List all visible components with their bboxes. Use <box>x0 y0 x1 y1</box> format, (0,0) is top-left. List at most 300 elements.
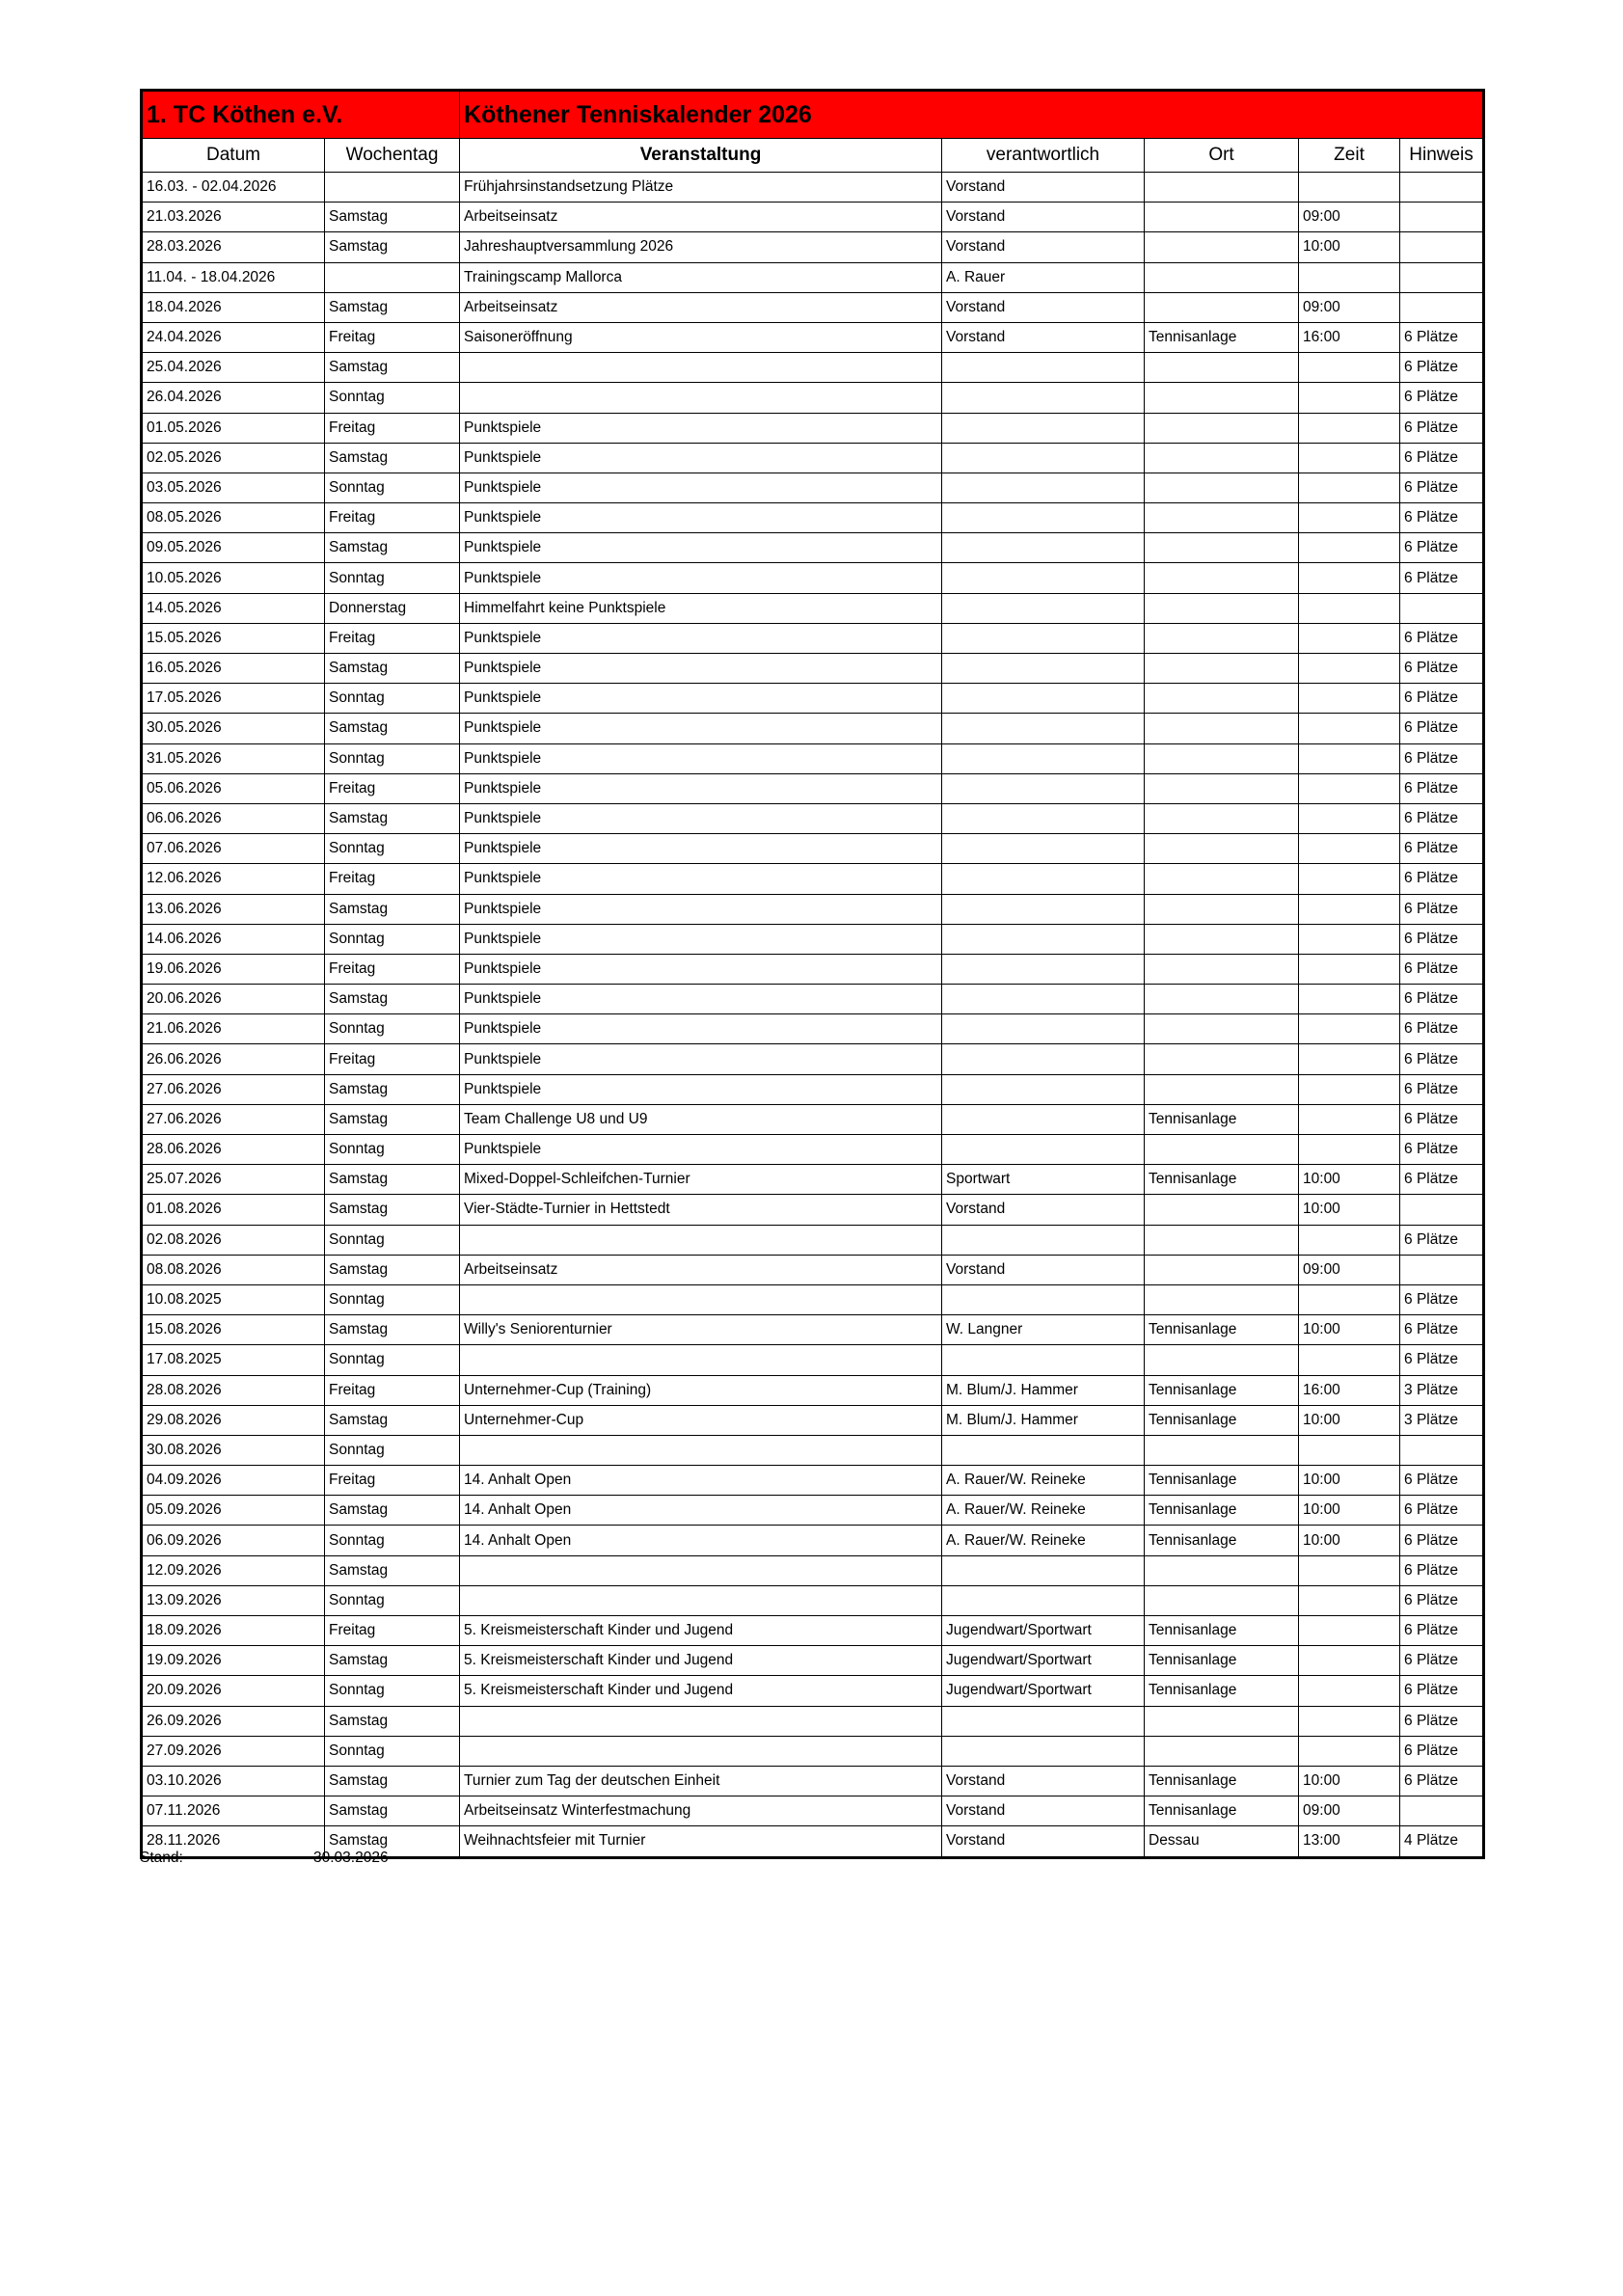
cell-datum: 30.08.2026 <box>142 1435 325 1465</box>
cell-hinweis: 6 Plätze <box>1400 1706 1484 1736</box>
cell-datum: 19.06.2026 <box>142 954 325 984</box>
cell-ort <box>1145 985 1299 1014</box>
cell-veranstaltung: Punktspiele <box>460 503 942 533</box>
cell-zeit <box>1299 1044 1400 1074</box>
calendar-body <box>142 91 1484 1858</box>
cell-datum: 21.03.2026 <box>142 203 325 232</box>
table-row <box>142 203 1484 232</box>
cell-datum: 21.06.2026 <box>142 1014 325 1044</box>
cell-datum: 26.06.2026 <box>142 1044 325 1074</box>
cell-veranstaltung <box>460 1435 942 1465</box>
cell-ort <box>1145 803 1299 833</box>
cell-veranstaltung: 14. Anhalt Open <box>460 1526 942 1555</box>
cell-verantwortlich <box>942 563 1145 593</box>
cell-wochentag: Sonntag <box>325 684 460 714</box>
calendar-sheet <box>140 89 1482 1859</box>
table-row <box>142 773 1484 803</box>
cell-hinweis: 4 Plätze <box>1400 1826 1484 1857</box>
cell-hinweis <box>1400 262 1484 292</box>
cell-wochentag: Sonntag <box>325 1736 460 1766</box>
cell-datum: 28.03.2026 <box>142 232 325 262</box>
column-header-hinweis: Hinweis <box>1400 139 1484 173</box>
table-row <box>142 322 1484 352</box>
cell-zeit <box>1299 1555 1400 1585</box>
cell-wochentag: Samstag <box>325 1496 460 1526</box>
cell-hinweis: 6 Plätze <box>1400 985 1484 1014</box>
cell-wochentag: Sonntag <box>325 1526 460 1555</box>
cell-verantwortlich <box>942 1345 1145 1375</box>
column-header-verantwortlich: verantwortlich <box>942 139 1145 173</box>
table-row <box>142 563 1484 593</box>
document-title: Köthener Tenniskalender 2026 <box>460 91 1484 139</box>
cell-veranstaltung: 5. Kreismeisterschaft Kinder und Jugend <box>460 1646 942 1676</box>
cell-datum: 30.05.2026 <box>142 714 325 743</box>
cell-zeit <box>1299 1284 1400 1314</box>
cell-datum: 31.05.2026 <box>142 743 325 773</box>
cell-zeit <box>1299 773 1400 803</box>
cell-datum: 06.06.2026 <box>142 803 325 833</box>
tennis-calendar-table <box>140 89 1485 1859</box>
cell-ort: Tennisanlage <box>1145 322 1299 352</box>
cell-datum: 17.05.2026 <box>142 684 325 714</box>
cell-datum: 20.09.2026 <box>142 1676 325 1706</box>
cell-wochentag: Sonntag <box>325 383 460 413</box>
cell-wochentag: Samstag <box>325 1706 460 1736</box>
cell-ort: Tennisanlage <box>1145 1616 1299 1646</box>
cell-zeit <box>1299 1706 1400 1736</box>
table-row <box>142 684 1484 714</box>
cell-zeit <box>1299 714 1400 743</box>
cell-zeit <box>1299 1736 1400 1766</box>
cell-datum: 28.11.2026 <box>142 1826 325 1857</box>
cell-wochentag: Sonntag <box>325 924 460 954</box>
cell-datum: 27.06.2026 <box>142 1074 325 1104</box>
cell-wochentag: Samstag <box>325 292 460 322</box>
cell-wochentag: Samstag <box>325 654 460 684</box>
cell-ort <box>1145 1345 1299 1375</box>
table-row <box>142 1195 1484 1225</box>
cell-veranstaltung: Punktspiele <box>460 803 942 833</box>
table-row <box>142 1135 1484 1165</box>
cell-wochentag: Freitag <box>325 864 460 894</box>
cell-veranstaltung: Punktspiele <box>460 864 942 894</box>
cell-zeit <box>1299 503 1400 533</box>
cell-zeit: 10:00 <box>1299 1315 1400 1345</box>
cell-ort: Tennisanlage <box>1145 1676 1299 1706</box>
table-row <box>142 1555 1484 1585</box>
cell-hinweis <box>1400 203 1484 232</box>
cell-wochentag: Sonntag <box>325 563 460 593</box>
cell-hinweis: 6 Plätze <box>1400 1165 1484 1195</box>
cell-ort <box>1145 473 1299 502</box>
cell-wochentag: Freitag <box>325 1044 460 1074</box>
cell-hinweis: 6 Plätze <box>1400 473 1484 502</box>
cell-wochentag: Samstag <box>325 1555 460 1585</box>
cell-hinweis <box>1400 593 1484 623</box>
cell-ort <box>1145 533 1299 563</box>
cell-ort <box>1145 743 1299 773</box>
table-row <box>142 1405 1484 1435</box>
table-row <box>142 954 1484 984</box>
cell-verantwortlich: Vorstand <box>942 173 1145 203</box>
cell-datum: 18.09.2026 <box>142 1616 325 1646</box>
cell-zeit <box>1299 743 1400 773</box>
cell-veranstaltung: Punktspiele <box>460 684 942 714</box>
cell-ort: Dessau <box>1145 1826 1299 1857</box>
cell-wochentag: Samstag <box>325 1255 460 1284</box>
cell-veranstaltung: Trainingscamp Mallorca <box>460 262 942 292</box>
cell-wochentag: Samstag <box>325 1315 460 1345</box>
cell-wochentag: Sonntag <box>325 1435 460 1465</box>
cell-veranstaltung: 14. Anhalt Open <box>460 1466 942 1496</box>
cell-verantwortlich: Vorstand <box>942 1255 1145 1284</box>
cell-datum: 16.05.2026 <box>142 654 325 684</box>
stand-value: 30.03.2026 <box>313 1850 389 1866</box>
cell-veranstaltung: Punktspiele <box>460 443 942 473</box>
cell-hinweis: 6 Plätze <box>1400 924 1484 954</box>
cell-ort: Tennisanlage <box>1145 1766 1299 1796</box>
cell-ort <box>1145 864 1299 894</box>
cell-wochentag: Sonntag <box>325 1676 460 1706</box>
cell-zeit <box>1299 173 1400 203</box>
cell-hinweis <box>1400 292 1484 322</box>
cell-zeit: 13:00 <box>1299 1826 1400 1857</box>
club-name: 1. TC Köthen e.V. <box>142 91 460 139</box>
cell-zeit <box>1299 1345 1400 1375</box>
cell-hinweis: 6 Plätze <box>1400 623 1484 653</box>
table-row <box>142 593 1484 623</box>
cell-verantwortlich <box>942 1014 1145 1044</box>
cell-hinweis: 6 Plätze <box>1400 1014 1484 1044</box>
cell-wochentag: Freitag <box>325 413 460 443</box>
table-row <box>142 1375 1484 1405</box>
cell-wochentag: Samstag <box>325 1405 460 1435</box>
cell-ort <box>1145 1074 1299 1104</box>
table-row <box>142 353 1484 383</box>
cell-datum: 28.08.2026 <box>142 1375 325 1405</box>
cell-datum: 14.05.2026 <box>142 593 325 623</box>
cell-hinweis: 6 Plätze <box>1400 1104 1484 1134</box>
cell-zeit <box>1299 684 1400 714</box>
table-row <box>142 1345 1484 1375</box>
cell-verantwortlich <box>942 924 1145 954</box>
cell-veranstaltung: Punktspiele <box>460 985 942 1014</box>
cell-veranstaltung: Punktspiele <box>460 954 942 984</box>
table-row <box>142 383 1484 413</box>
cell-zeit <box>1299 1225 1400 1255</box>
cell-zeit: 09:00 <box>1299 292 1400 322</box>
cell-datum: 26.04.2026 <box>142 383 325 413</box>
cell-veranstaltung: Punktspiele <box>460 834 942 864</box>
cell-hinweis: 6 Plätze <box>1400 894 1484 924</box>
cell-ort <box>1145 654 1299 684</box>
cell-veranstaltung: Arbeitseinsatz <box>460 292 942 322</box>
cell-hinweis: 6 Plätze <box>1400 1555 1484 1585</box>
cell-wochentag: Freitag <box>325 322 460 352</box>
cell-zeit <box>1299 864 1400 894</box>
cell-datum: 25.04.2026 <box>142 353 325 383</box>
cell-wochentag: Freitag <box>325 623 460 653</box>
cell-wochentag: Sonntag <box>325 1014 460 1044</box>
cell-veranstaltung: Saisoneröffnung <box>460 322 942 352</box>
cell-wochentag: Samstag <box>325 1165 460 1195</box>
table-row <box>142 1435 1484 1465</box>
cell-hinweis: 6 Plätze <box>1400 1225 1484 1255</box>
cell-hinweis: 6 Plätze <box>1400 322 1484 352</box>
cell-hinweis: 6 Plätze <box>1400 1496 1484 1526</box>
cell-wochentag: Samstag <box>325 1195 460 1225</box>
cell-hinweis: 6 Plätze <box>1400 563 1484 593</box>
cell-ort <box>1145 1255 1299 1284</box>
cell-zeit <box>1299 353 1400 383</box>
cell-veranstaltung: Unternehmer-Cup (Training) <box>460 1375 942 1405</box>
cell-datum: 10.05.2026 <box>142 563 325 593</box>
cell-datum: 16.03. - 02.04.2026 <box>142 173 325 203</box>
table-row <box>142 1165 1484 1195</box>
table-row <box>142 443 1484 473</box>
cell-ort <box>1145 894 1299 924</box>
cell-wochentag: Samstag <box>325 533 460 563</box>
cell-verantwortlich <box>942 473 1145 502</box>
cell-verantwortlich: Jugendwart/Sportwart <box>942 1676 1145 1706</box>
cell-veranstaltung: Himmelfahrt keine Punktspiele <box>460 593 942 623</box>
cell-hinweis: 6 Plätze <box>1400 1284 1484 1314</box>
cell-ort <box>1145 232 1299 262</box>
cell-veranstaltung: 5. Kreismeisterschaft Kinder und Jugend <box>460 1676 942 1706</box>
cell-zeit <box>1299 1585 1400 1615</box>
cell-verantwortlich: Vorstand <box>942 1796 1145 1826</box>
cell-ort: Tennisanlage <box>1145 1104 1299 1134</box>
cell-verantwortlich: Vorstand <box>942 1766 1145 1796</box>
cell-ort <box>1145 353 1299 383</box>
table-row <box>142 864 1484 894</box>
cell-wochentag: Sonntag <box>325 1345 460 1375</box>
table-row <box>142 894 1484 924</box>
cell-ort <box>1145 1195 1299 1225</box>
table-row <box>142 473 1484 502</box>
cell-ort <box>1145 623 1299 653</box>
table-row <box>142 1496 1484 1526</box>
column-header-veranstaltung: Veranstaltung <box>460 139 942 173</box>
cell-hinweis: 6 Plätze <box>1400 1766 1484 1796</box>
cell-zeit <box>1299 954 1400 984</box>
cell-hinweis: 3 Plätze <box>1400 1375 1484 1405</box>
cell-ort <box>1145 443 1299 473</box>
cell-wochentag: Sonntag <box>325 834 460 864</box>
cell-datum: 12.06.2026 <box>142 864 325 894</box>
cell-veranstaltung: Vier-Städte-Turnier in Hettstedt <box>460 1195 942 1225</box>
cell-zeit <box>1299 533 1400 563</box>
cell-hinweis <box>1400 232 1484 262</box>
cell-ort <box>1145 773 1299 803</box>
cell-veranstaltung: Punktspiele <box>460 714 942 743</box>
cell-veranstaltung: Punktspiele <box>460 1044 942 1074</box>
cell-ort <box>1145 1225 1299 1255</box>
cell-veranstaltung <box>460 1706 942 1736</box>
cell-datum: 11.04. - 18.04.2026 <box>142 262 325 292</box>
cell-veranstaltung: Punktspiele <box>460 563 942 593</box>
cell-veranstaltung: Punktspiele <box>460 473 942 502</box>
table-row <box>142 533 1484 563</box>
cell-ort <box>1145 1014 1299 1044</box>
cell-hinweis: 6 Plätze <box>1400 773 1484 803</box>
cell-verantwortlich <box>942 1284 1145 1314</box>
cell-zeit <box>1299 593 1400 623</box>
cell-verantwortlich <box>942 383 1145 413</box>
cell-wochentag: Samstag <box>325 443 460 473</box>
cell-datum: 02.05.2026 <box>142 443 325 473</box>
cell-wochentag: Samstag <box>325 1646 460 1676</box>
column-header-row <box>142 139 1484 173</box>
cell-zeit: 09:00 <box>1299 203 1400 232</box>
cell-wochentag: Freitag <box>325 1616 460 1646</box>
cell-wochentag: Samstag <box>325 803 460 833</box>
cell-datum: 01.08.2026 <box>142 1195 325 1225</box>
cell-veranstaltung: Punktspiele <box>460 924 942 954</box>
cell-verantwortlich: Vorstand <box>942 322 1145 352</box>
cell-zeit: 09:00 <box>1299 1796 1400 1826</box>
cell-zeit <box>1299 623 1400 653</box>
cell-hinweis <box>1400 1255 1484 1284</box>
cell-ort <box>1145 203 1299 232</box>
cell-zeit <box>1299 473 1400 502</box>
cell-ort <box>1145 1284 1299 1314</box>
cell-verantwortlich <box>942 1225 1145 1255</box>
cell-ort <box>1145 173 1299 203</box>
cell-zeit: 10:00 <box>1299 1526 1400 1555</box>
cell-ort <box>1145 834 1299 864</box>
cell-hinweis: 6 Plätze <box>1400 1526 1484 1555</box>
cell-ort: Tennisanlage <box>1145 1315 1299 1345</box>
cell-ort <box>1145 1706 1299 1736</box>
cell-datum: 13.06.2026 <box>142 894 325 924</box>
cell-veranstaltung: Unternehmer-Cup <box>460 1405 942 1435</box>
cell-datum: 09.05.2026 <box>142 533 325 563</box>
cell-datum: 28.06.2026 <box>142 1135 325 1165</box>
cell-zeit <box>1299 563 1400 593</box>
title-band-row <box>142 91 1484 139</box>
cell-wochentag <box>325 173 460 203</box>
cell-veranstaltung: Team Challenge U8 und U9 <box>460 1104 942 1134</box>
cell-hinweis: 6 Plätze <box>1400 714 1484 743</box>
table-row <box>142 1796 1484 1826</box>
cell-verantwortlich: Vorstand <box>942 292 1145 322</box>
cell-datum: 19.09.2026 <box>142 1646 325 1676</box>
table-row <box>142 1466 1484 1496</box>
cell-verantwortlich <box>942 894 1145 924</box>
cell-veranstaltung: Jahreshauptversammlung 2026 <box>460 232 942 262</box>
cell-datum: 05.09.2026 <box>142 1496 325 1526</box>
cell-veranstaltung <box>460 383 942 413</box>
cell-verantwortlich <box>942 1135 1145 1165</box>
table-row <box>142 1646 1484 1676</box>
cell-verantwortlich <box>942 803 1145 833</box>
cell-zeit: 10:00 <box>1299 1466 1400 1496</box>
cell-zeit <box>1299 443 1400 473</box>
cell-verantwortlich <box>942 623 1145 653</box>
cell-veranstaltung: Arbeitseinsatz <box>460 203 942 232</box>
cell-ort <box>1145 563 1299 593</box>
cell-verantwortlich <box>942 413 1145 443</box>
cell-wochentag: Donnerstag <box>325 593 460 623</box>
table-row <box>142 1616 1484 1646</box>
cell-zeit: 10:00 <box>1299 1496 1400 1526</box>
cell-verantwortlich <box>942 1585 1145 1615</box>
table-row <box>142 1315 1484 1345</box>
cell-hinweis: 6 Plätze <box>1400 803 1484 833</box>
cell-hinweis: 6 Plätze <box>1400 443 1484 473</box>
cell-zeit <box>1299 383 1400 413</box>
cell-zeit: 10:00 <box>1299 232 1400 262</box>
cell-ort <box>1145 924 1299 954</box>
cell-ort: Tennisanlage <box>1145 1796 1299 1826</box>
table-row <box>142 623 1484 653</box>
cell-ort <box>1145 383 1299 413</box>
cell-veranstaltung: Mixed-Doppel-Schleifchen-Turnier <box>460 1165 942 1195</box>
cell-ort <box>1145 262 1299 292</box>
cell-veranstaltung: Frühjahrsinstandsetzung Plätze <box>460 173 942 203</box>
table-row <box>142 1284 1484 1314</box>
cell-datum: 13.09.2026 <box>142 1585 325 1615</box>
cell-wochentag: Samstag <box>325 1766 460 1796</box>
cell-verantwortlich <box>942 834 1145 864</box>
cell-veranstaltung <box>460 1284 942 1314</box>
cell-datum: 26.09.2026 <box>142 1706 325 1736</box>
cell-datum: 25.07.2026 <box>142 1165 325 1195</box>
column-header-zeit: Zeit <box>1299 139 1400 173</box>
cell-verantwortlich: A. Rauer/W. Reineke <box>942 1526 1145 1555</box>
table-row <box>142 413 1484 443</box>
cell-ort: Tennisanlage <box>1145 1466 1299 1496</box>
cell-datum: 05.06.2026 <box>142 773 325 803</box>
cell-veranstaltung: Weihnachtsfeier mit Turnier <box>460 1826 942 1857</box>
cell-wochentag: Freitag <box>325 1375 460 1405</box>
cell-ort <box>1145 684 1299 714</box>
cell-hinweis: 6 Plätze <box>1400 1646 1484 1676</box>
cell-veranstaltung: Punktspiele <box>460 1014 942 1044</box>
cell-hinweis: 6 Plätze <box>1400 1616 1484 1646</box>
cell-zeit <box>1299 1646 1400 1676</box>
table-row <box>142 173 1484 203</box>
table-row <box>142 1044 1484 1074</box>
cell-ort <box>1145 1585 1299 1615</box>
cell-datum: 15.08.2026 <box>142 1315 325 1345</box>
cell-veranstaltung: Willy's Seniorenturnier <box>460 1315 942 1345</box>
cell-zeit <box>1299 1676 1400 1706</box>
cell-veranstaltung <box>460 1555 942 1585</box>
cell-ort <box>1145 1435 1299 1465</box>
table-row <box>142 503 1484 533</box>
column-header-datum: Datum <box>142 139 325 173</box>
table-row <box>142 1104 1484 1134</box>
cell-verantwortlich: Sportwart <box>942 1165 1145 1195</box>
cell-ort: Tennisanlage <box>1145 1496 1299 1526</box>
cell-hinweis: 6 Plätze <box>1400 1676 1484 1706</box>
cell-verantwortlich <box>942 503 1145 533</box>
table-row <box>142 1585 1484 1615</box>
cell-wochentag: Sonntag <box>325 1284 460 1314</box>
cell-hinweis <box>1400 173 1484 203</box>
cell-zeit <box>1299 834 1400 864</box>
cell-zeit <box>1299 985 1400 1014</box>
cell-verantwortlich <box>942 1074 1145 1104</box>
cell-hinweis <box>1400 1195 1484 1225</box>
cell-datum: 12.09.2026 <box>142 1555 325 1585</box>
cell-veranstaltung: Punktspiele <box>460 654 942 684</box>
cell-ort <box>1145 1044 1299 1074</box>
cell-ort <box>1145 1135 1299 1165</box>
cell-ort: Tennisanlage <box>1145 1526 1299 1555</box>
